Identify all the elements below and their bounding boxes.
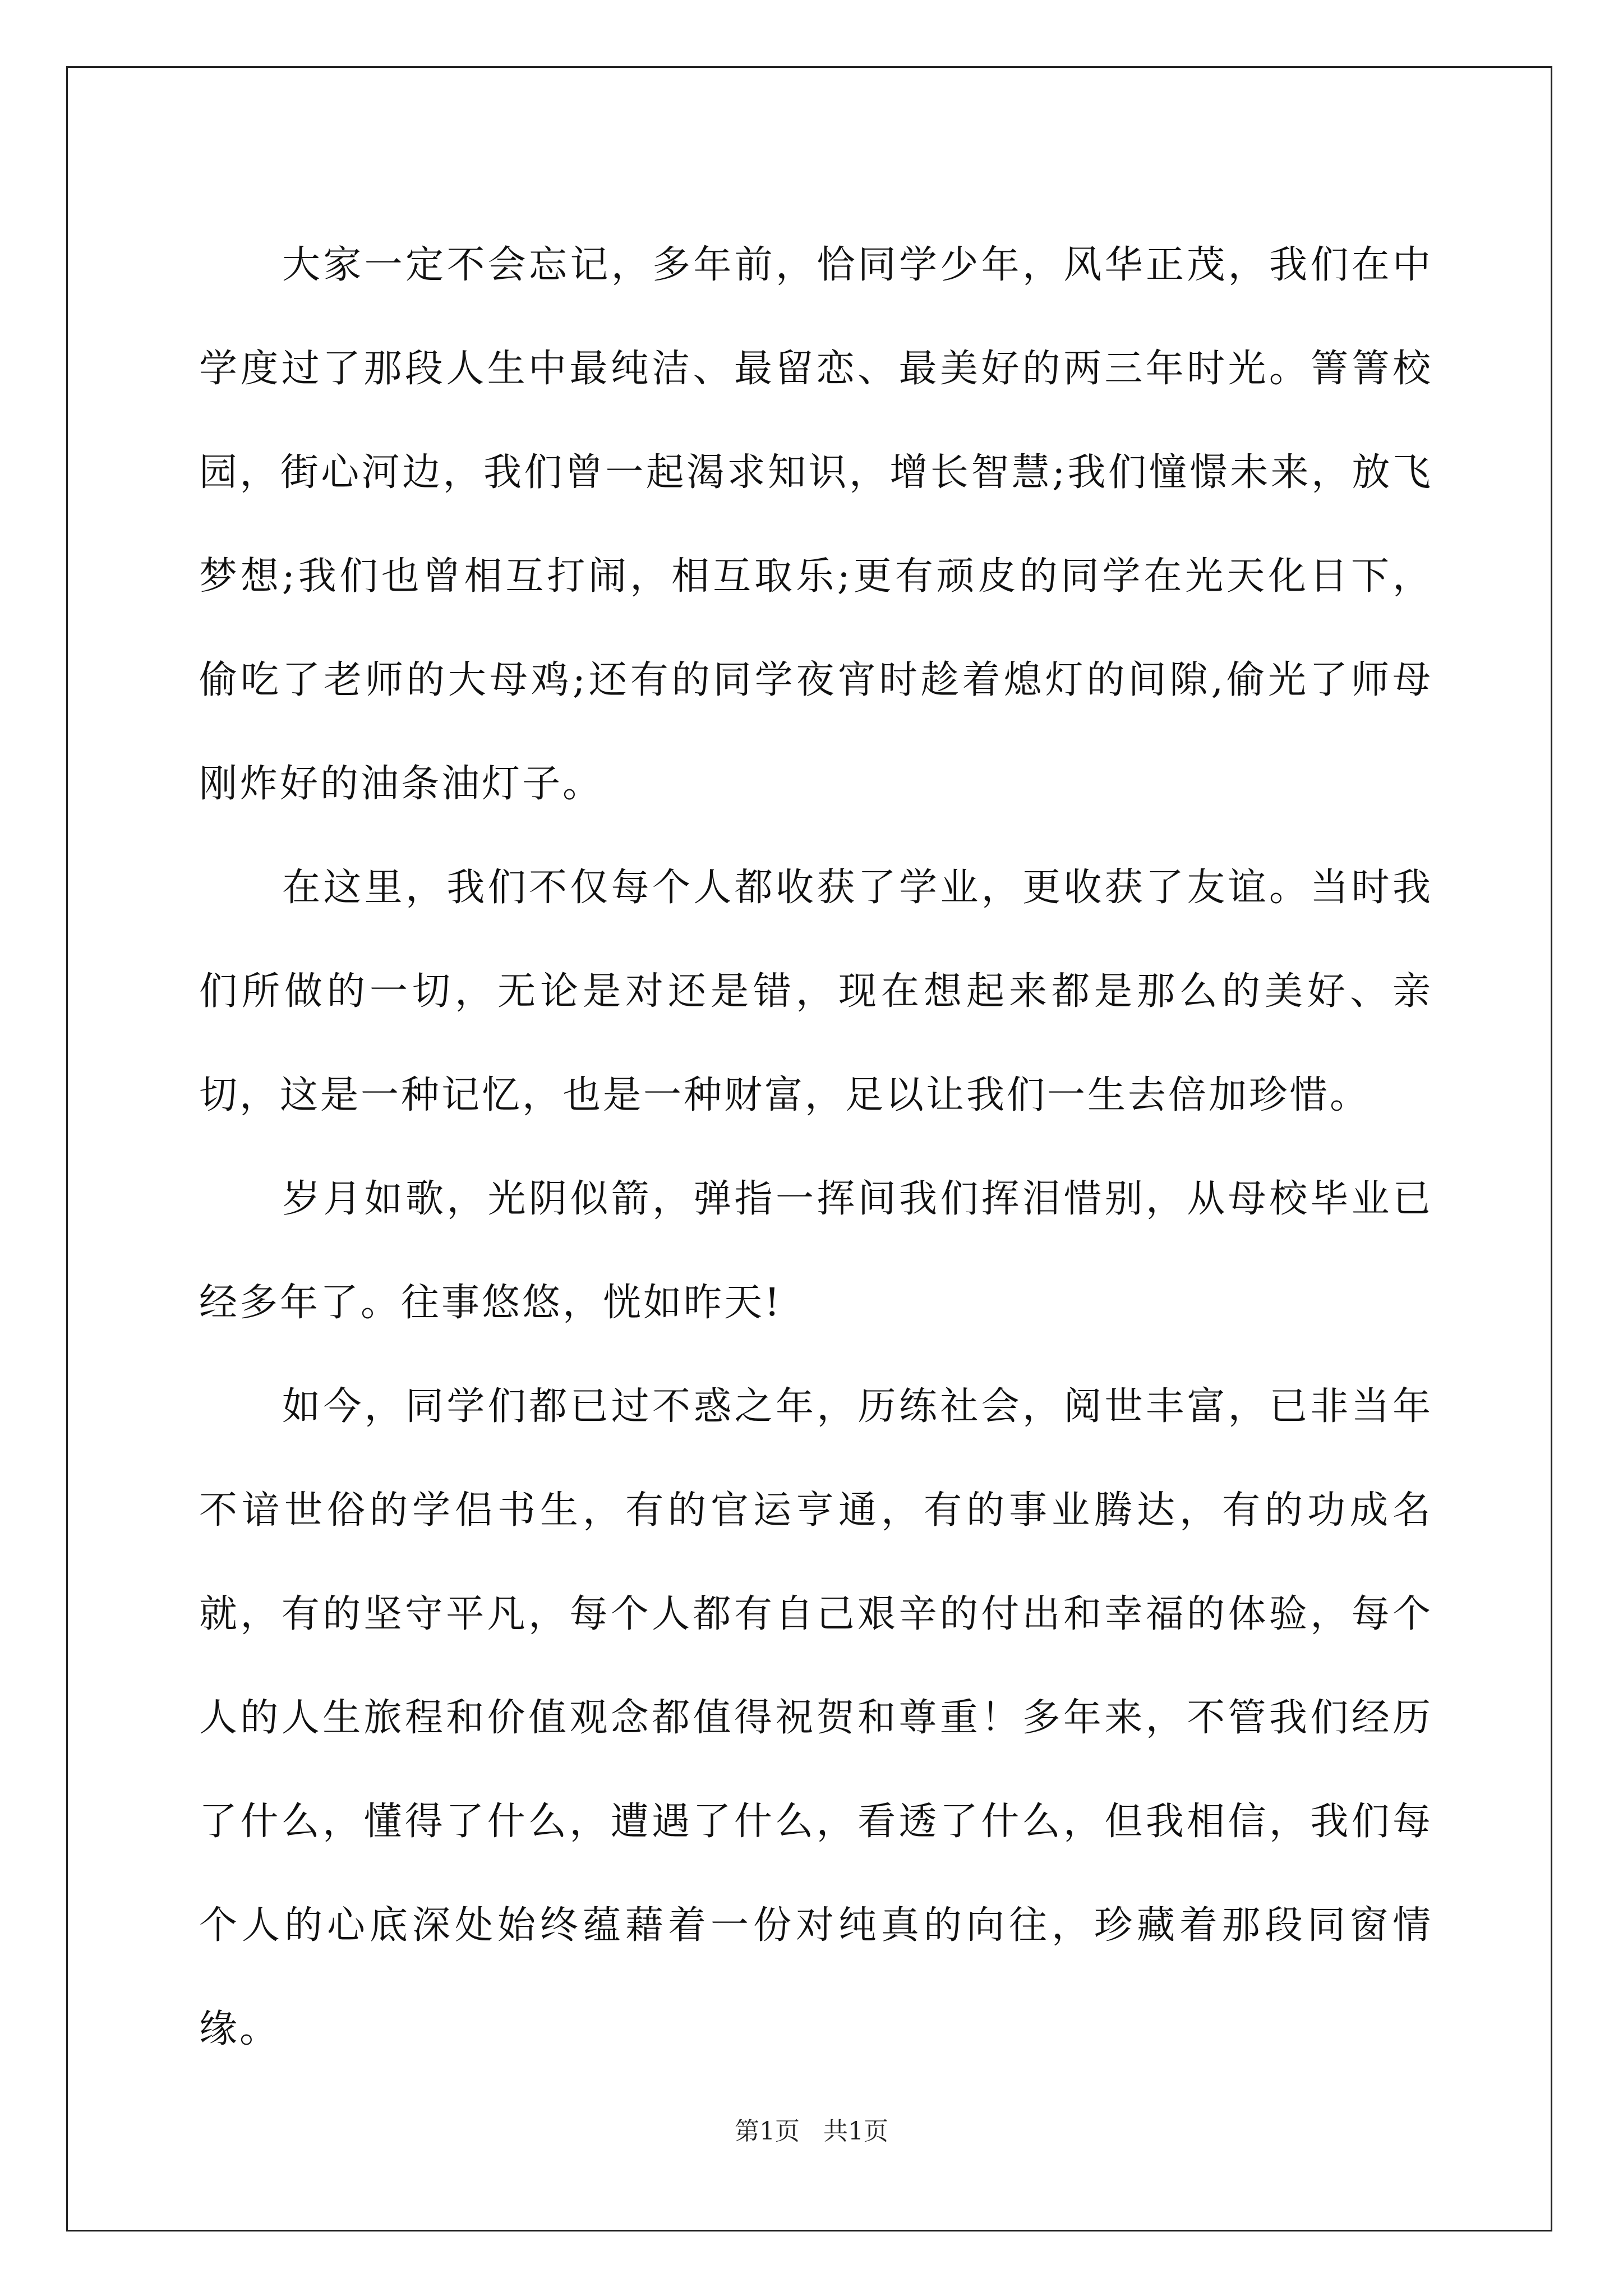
page-footer (0, 2115, 1623, 2148)
page-number-label: 第1页 共1页 (735, 2117, 888, 2146)
document-body (199, 213, 1433, 2081)
paragraph-4: 如今，同学们都已过不惑之年，历练社会，阅世丰富，已非当年不谙世俗的学侣书生，有的官运亨通，有的事业腾达，有的功成名就，有的坚守平凡，每个人都有自己艰辛的付出和幸福的体验，每个人的人生旅程和价值观念都值得祝贺和尊重！多年来，不管我们经历了什么，懂得了什么，遭遇了什么，看透了什么，但我相信，我们每个人的心底深处始终蕴藉着一份对纯真的向往，珍藏着那段同窗情缘。 (199, 1384, 1433, 2051)
paragraph-2: 在这里，我们不仅每个人都收获了学业，更收获了友谊。当时我们所做的一切，无论是对还是错，现在想起来都是那么的美好、亲切，这是一种记忆，也是一种财富，足以让我们一生去倍加珍惜。 (199, 866, 1433, 1117)
paragraph-1: 大家一定不会忘记，多年前，恰同学少年，风华正茂，我们在中学度过了那段人生中最纯洁、最留恋、最美好的两三年时光。箐箐校园，街心河边，我们曾一起渴求知识，增长智慧;我们憧憬未来，放飞梦想;我们也曾相互打闹，相互取乐;更有顽皮的同学在光天化日下，偷吃了老师的大母鸡;还有的同学夜宵时趁着熄灯的间隙,偷光了师母刚炸好的油条油灯子。 (199, 243, 1433, 806)
paragraph-3: 岁月如歌，光阴似箭，弹指一挥间我们挥泪惜别，从母校毕业已经多年了。往事悠悠，恍如昨天! (199, 1177, 1433, 1325)
